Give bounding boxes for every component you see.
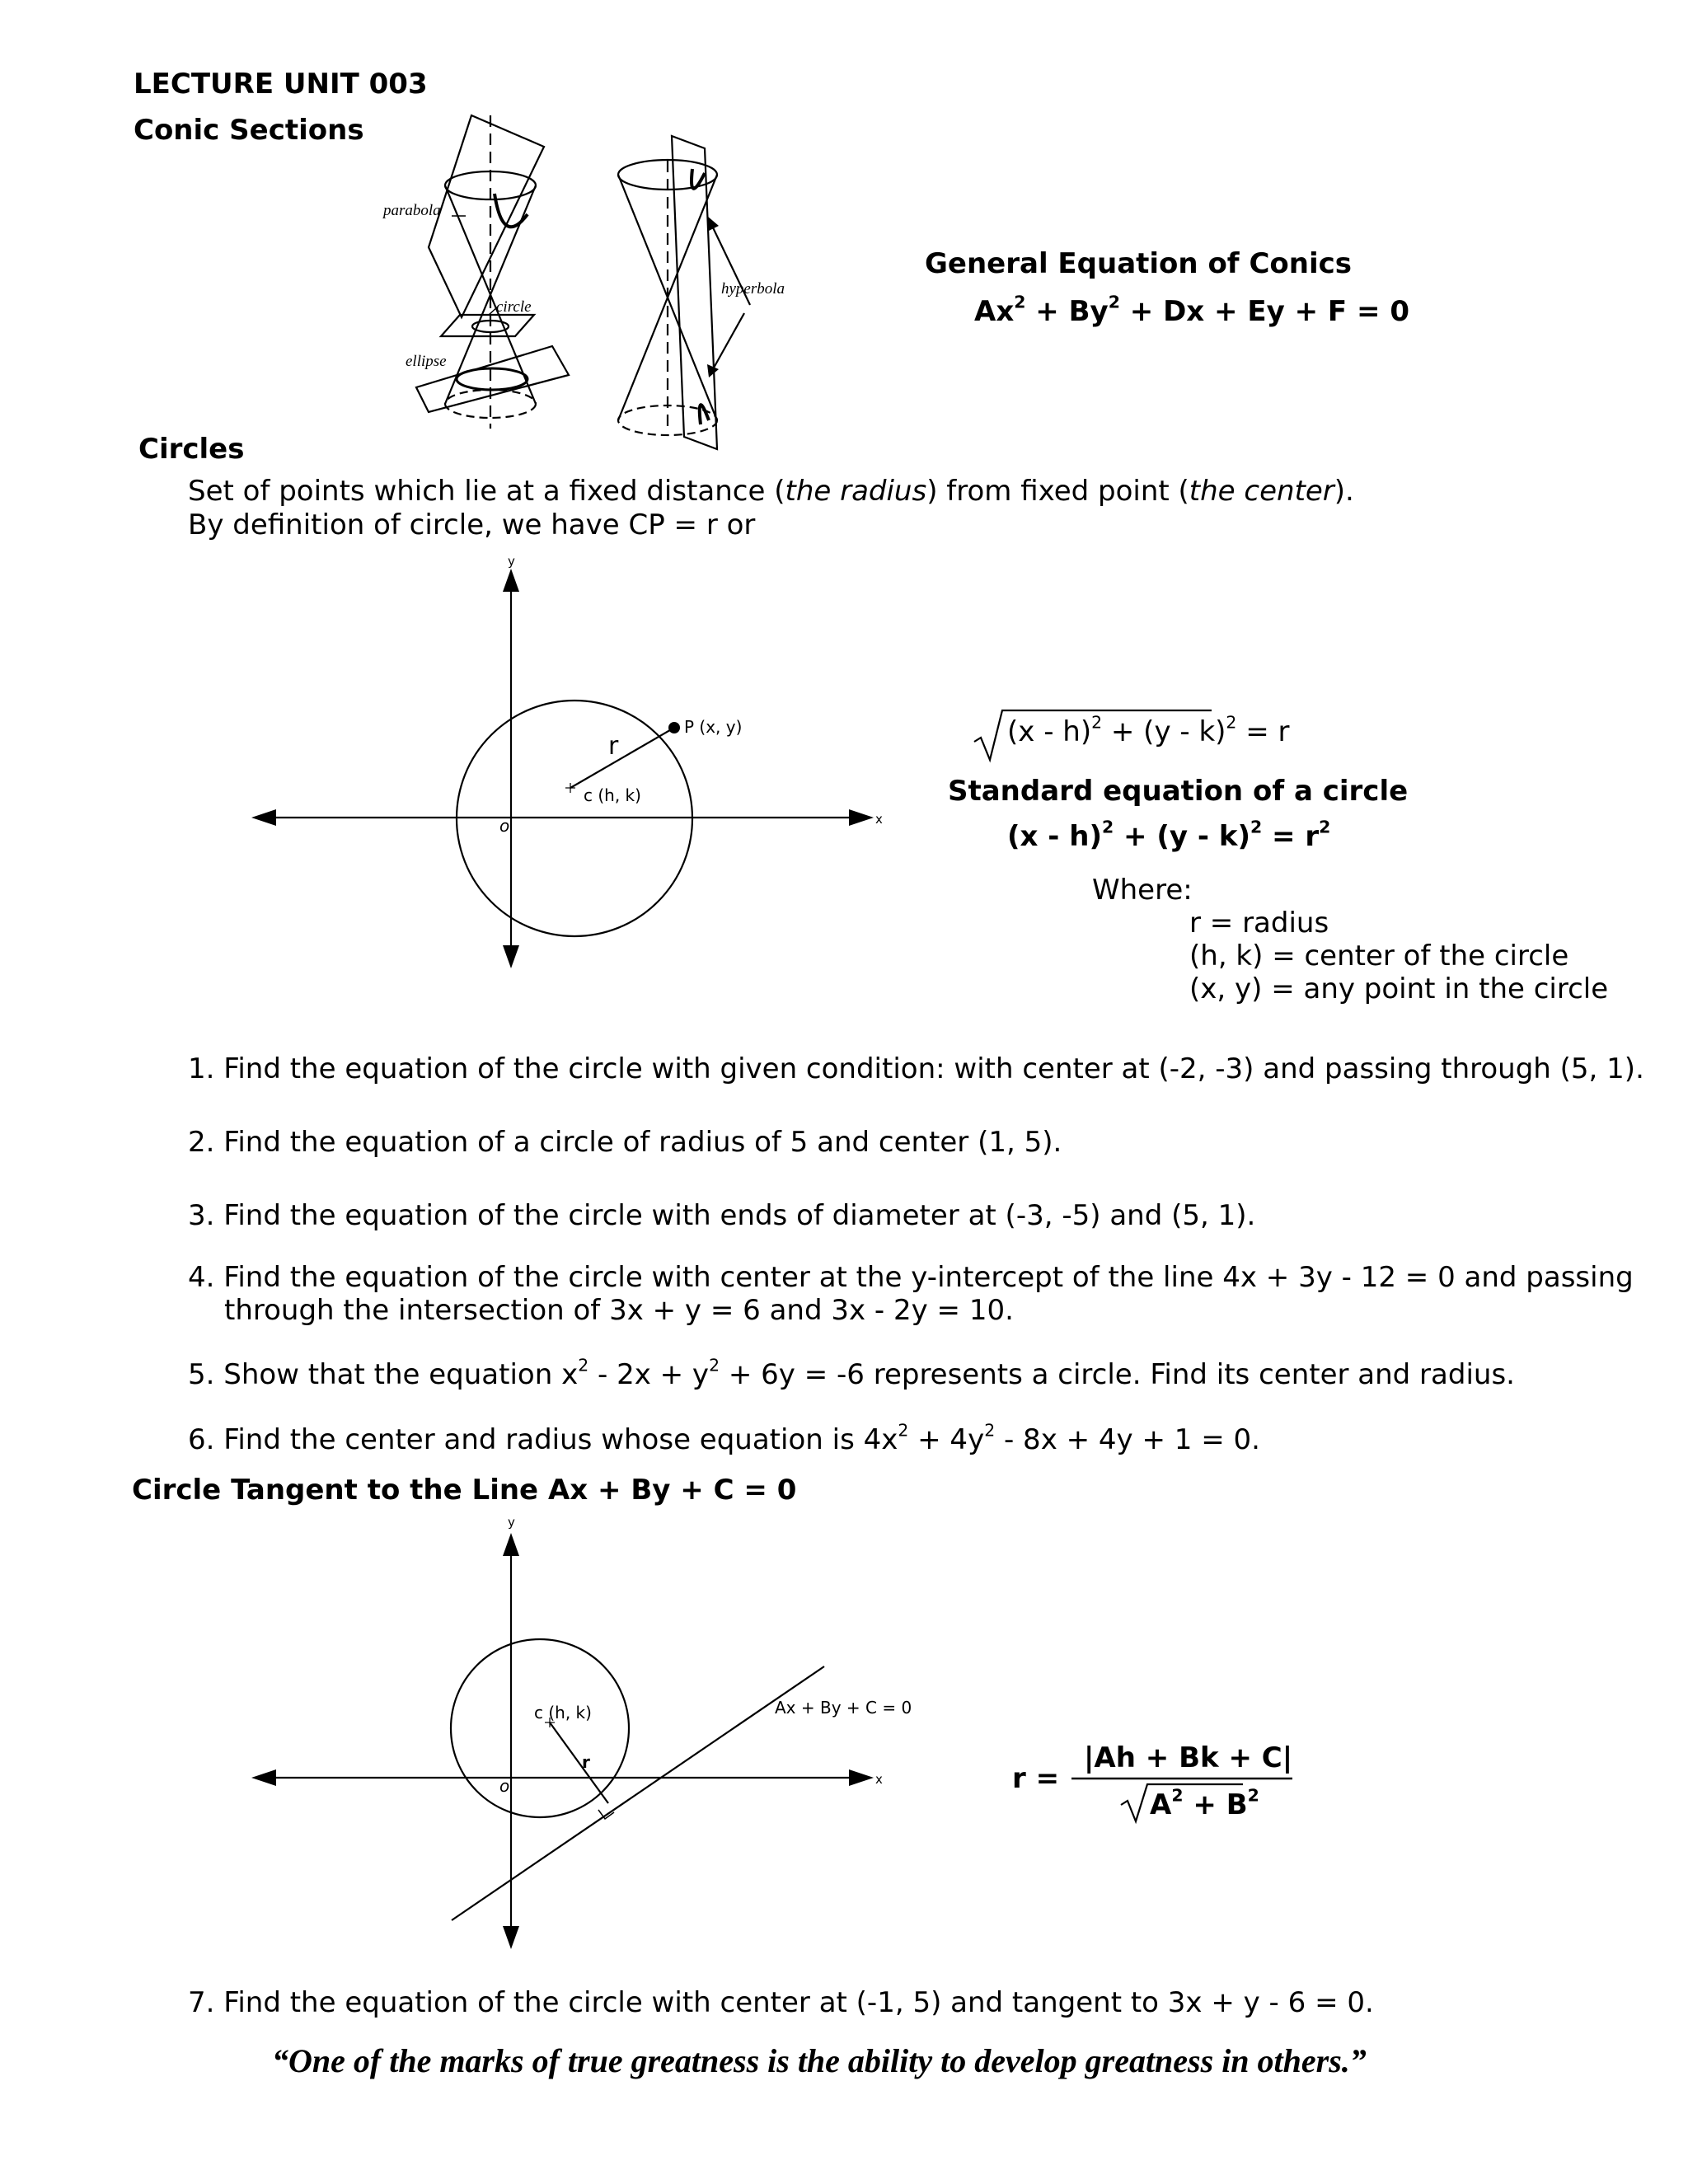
x-axis-label: x <box>875 1772 883 1787</box>
problem-3: 3. Find the equation of the circle with ends of diameter at (-3, -5) and (5, 1). <box>188 1199 1256 1232</box>
circle-label: circle <box>496 298 532 316</box>
topic-title: Conic Sections <box>134 114 364 147</box>
problem-4-continued: through the intersection of 3x + y = 6 and 3x - 2y = 10. <box>224 1294 1014 1327</box>
problem-1: 1. Find the equation of the circle with given condition: with center at (-2, -3) and passing through (5, 1). <box>188 1052 1644 1085</box>
formula-numerator: |Ah + Bk + C| <box>1084 1741 1293 1774</box>
problem-2: 2. Find the equation of a circle of radius of 5 and center (1, 5). <box>188 1126 1062 1159</box>
closing-quote: “One of the marks of true greatness is the ability to develop greatness in others.” <box>272 2042 1367 2079</box>
center-label: c (h, k) <box>584 785 641 805</box>
circles-heading: Circles <box>138 433 245 466</box>
general-equation: $Ax^2 + By^2 + Dx + Ey + F = 0$ <box>974 292 1409 328</box>
problem-4: 4. Find the equation of the circle with center at the y-intercept of the line 4x + 3y - 12 = 0 and passing <box>188 1261 1634 1294</box>
line-equation-label: Ax + By + C = 0 <box>775 1698 912 1718</box>
where-item: (x, y) = any point in the circle <box>1189 972 1609 1005</box>
y-axis-label: y <box>508 1515 515 1530</box>
radius-label: r <box>582 1752 590 1772</box>
distance-formula: (x - h)$^2$ + (y - k)$^2$ = r <box>1007 712 1290 748</box>
center-label: c (h, k) <box>534 1703 592 1722</box>
where-label: Where: <box>1092 874 1193 907</box>
standard-equation: $(x - h)^2 + (y - k)^2 = r^2$ <box>1007 817 1331 853</box>
problem-5: 5. Show that the equation $x^2 - 2x + y^2 + 6y = -6$ represents a circle. Find its center and radius. <box>188 1355 1515 1391</box>
origin-label: o <box>499 816 510 836</box>
circle-definition-line2: By definition of circle, we have CP = r or <box>188 509 756 541</box>
ellipse-label: ellipse <box>406 353 447 370</box>
x-axis-label: x <box>875 812 883 827</box>
where-item: r = radius <box>1189 907 1329 940</box>
hyperbola-label: hyperbola <box>721 280 785 298</box>
radius-label: r <box>608 732 619 761</box>
formula-denominator: $A^2 + B^2$ <box>1150 1785 1259 1821</box>
where-item: (h, k) = center of the circle <box>1189 940 1569 972</box>
general-equation-title: General Equation of Conics <box>925 247 1353 280</box>
y-axis-label: y <box>508 554 515 569</box>
origin-label: o <box>499 1776 510 1796</box>
problem-6: 6. Find the center and radius whose equation is $4x^2 + 4y^2 - 8x + 4y + 1 = 0$. <box>188 1420 1260 1456</box>
problem-7: 7. Find the equation of the circle with center at (-1, 5) and tangent to 3x + y - 6 = 0. <box>188 1986 1374 2019</box>
circle-definition: Set of points which lie at a fixed distance (the radius) from fixed point (the center). <box>188 475 1354 508</box>
point-label: P (x, y) <box>684 717 743 737</box>
formula-lhs: r = <box>1012 1762 1060 1795</box>
parabola-label: parabola <box>383 202 441 219</box>
standard-equation-title: Standard equation of a circle <box>948 775 1409 808</box>
lecture-unit-title: LECTURE UNIT 003 <box>134 68 428 101</box>
tangent-heading: Circle Tangent to the Line Ax + By + C = 0 <box>132 1474 797 1507</box>
